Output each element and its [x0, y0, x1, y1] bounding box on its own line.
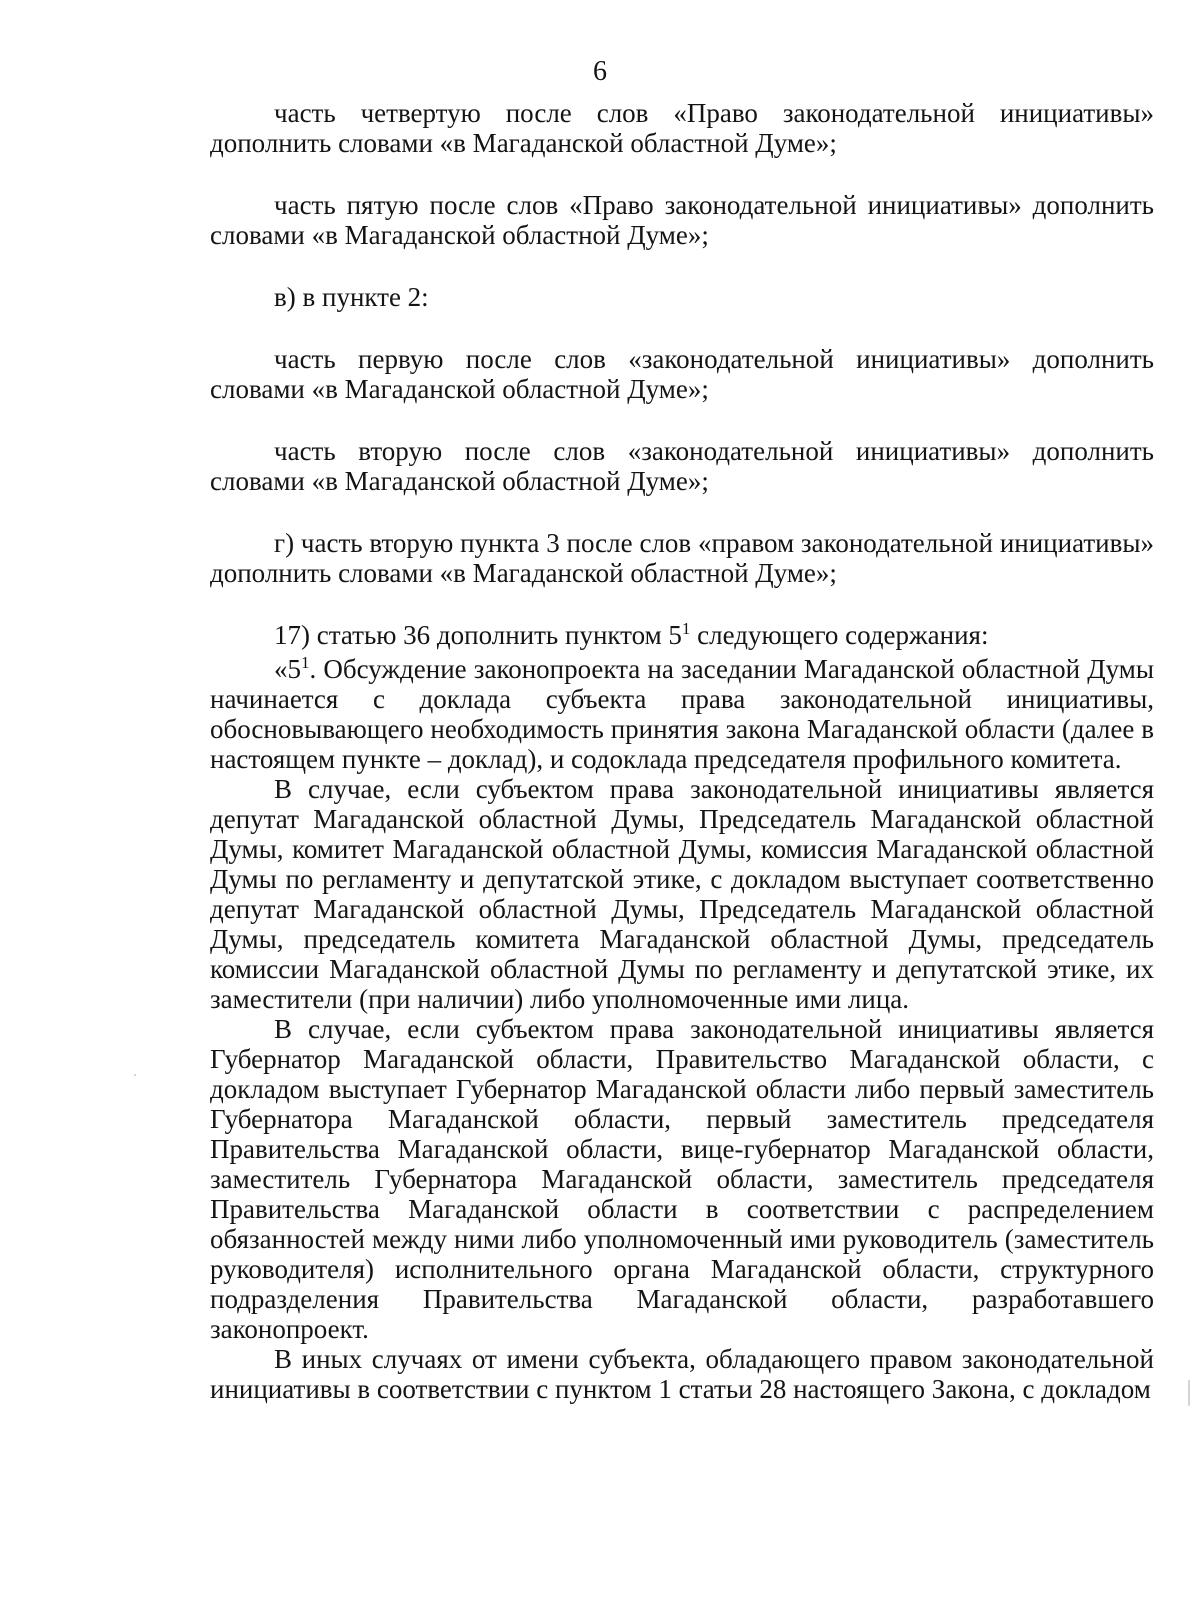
point-5-1-superscript: 1 — [301, 653, 310, 672]
paragraph-item-17 — [210, 620, 1154, 650]
scan-edge-mark — [1188, 1380, 1190, 1406]
paragraph-governor-speakers: В случае, если субъектом права законодательной инициативы является Губернатор Магаданской области, Правительство Магаданской области, с докладом выступает Губернатор Магаданской области либо первый заместитель Губернатора Магаданской области, первый заместитель председателя Правительства Магаданской области, вице-губернатор Магаданской области, заместитель Губернатора Магаданской области, заместитель председателя Правительства Магаданской области в соответствии с распределением обязанностей между ними либо уполномоченный ими руководитель (заместитель руководителя) исполнительного органа Магаданской области, структурного подразделения Правительства Магаданской области, разработавшего законопроект. — [210, 1014, 1154, 1344]
item-17-text: 17) статью 36 дополнить пунктом 5 — [274, 620, 682, 650]
paragraph-amend-part-four: часть четвертую после слов «Право законодательной инициативы» дополнить словами «в Магаданской областной Думе»; — [210, 98, 1154, 158]
scan-speck — [134, 1074, 136, 1076]
point-5-1-text: . Обсуждение законопроекта на заседании Магаданской областной Думы начинается с доклада субъекта права законодательной инициативы, обосновывающего необходимость принятия закона Магаданской области (далее в настоящем пункте – доклад), и содоклада председателя профильного комитета. — [210, 654, 1154, 774]
paragraph-amend-part-two: часть вторую после слов «законодательной инициативы» дополнить словами «в Магаданской областной Думе»; — [210, 436, 1154, 496]
paragraph-amend-part-five: часть пятую после слов «Право законодательной инициативы» дополнить словами «в Магаданской областной Думе»; — [210, 190, 1154, 250]
paragraph-subitem-v: в) в пункте 2: — [274, 282, 429, 312]
page-number: 6 — [593, 56, 607, 87]
document-body — [210, 98, 1154, 1404]
paragraph-new-point-5-1 — [210, 654, 1154, 774]
paragraph-duma-speakers: В случае, если субъектом права законодательной инициативы является депутат Магаданской областной Думы, Председатель Магаданской областной Думы, комитет Магаданской областной Думы, комиссия Магаданской областной Думы по регламенту и депутатской этике, с докладом выступает соответственно депутат Магаданской областной Думы, Председатель Магаданской областной Думы, председатель комитета Магаданской областной Думы, председатель комиссии Магаданской областной Думы по регламенту и депутатской этике, их заместители (при наличии) либо уполномоченные ими лица. — [210, 774, 1154, 1014]
item-17-text-end: следующего содержания: — [690, 620, 989, 650]
paragraph-subitem-g: г) часть вторую пункта 3 после слов «правом законодательной инициативы» дополнить словами «в Магаданской областной Думе»; — [210, 528, 1154, 588]
item-17-superscript: 1 — [681, 619, 691, 638]
paragraph-amend-part-one: часть первую после слов «законодательной инициативы» дополнить словами «в Магаданской областной Думе»; — [210, 344, 1154, 404]
point-5-1-open: «5 — [274, 654, 301, 684]
paragraph-other-cases: В иных случаях от имени субъекта, обладающего правом законодательной инициативы в соответствии с пунктом 1 статьи 28 настоящего Закона, с докладом — [210, 1344, 1154, 1404]
